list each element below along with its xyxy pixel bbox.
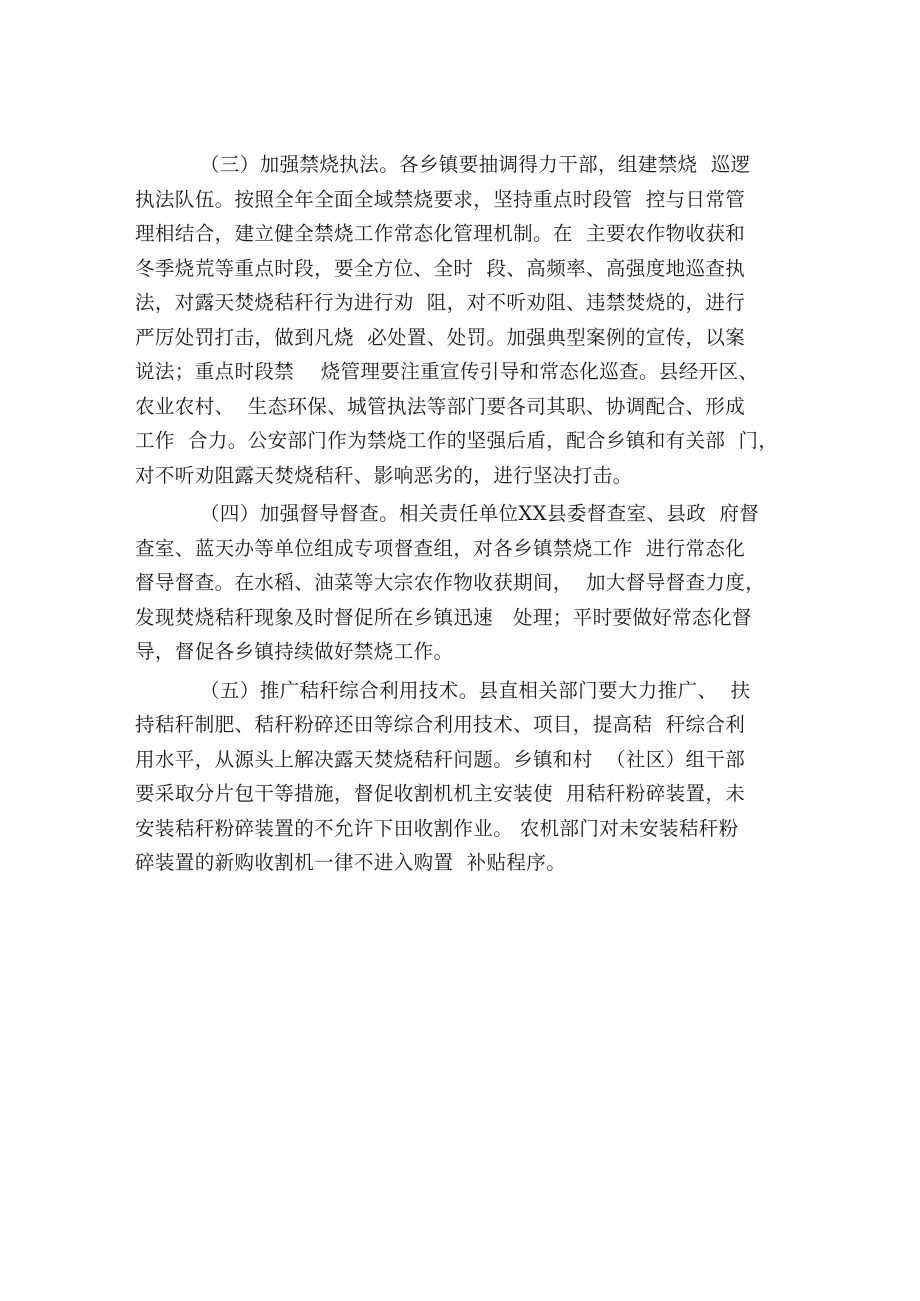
- text-line: 对不听劝阻露天焚烧秸秆、影响恶劣的，进行坚决打击。: [135, 463, 633, 487]
- text-line: 说法；重点时段禁 烧管理要注重宣传引导和常态化巡查。县经开区、: [135, 360, 759, 383]
- text-line: 持秸秆制肥、秸秆粉碎还田等综合利用技术、项目，提高秸 秆综合利: [135, 713, 746, 736]
- text-line: 发现焚烧秸秆现象及时督促所在乡镇迅速 处理；平时要做好常态化督: [135, 605, 752, 629]
- text-line: （五）推广秸秆综合利用技术。县直相关部门要大力推广、 扶: [200, 678, 751, 702]
- text-line: 查室、蓝天办等单位组成专项督查组，对各乡镇禁烧工作 进行常态化: [135, 536, 746, 560]
- text-line: （四）加强督导督查。相关责任单位XX县委督查室、县政 府督: [200, 502, 760, 525]
- text-line: 理相结合，建立健全禁烧工作常态化管理机制。在 主要农作物收获和: [135, 222, 746, 245]
- text-line: 碎装置的新购收割机一律不进入购置 补贴程序。: [135, 851, 567, 874]
- text-line: 执法队伍。按照全年全面全域禁烧要求，坚持重点时段管 控与日常管: [135, 187, 746, 211]
- text-line: 要采取分片包干等措施，督促收割机机主安装使 用秸秆粉碎装置，未: [135, 782, 746, 805]
- text-line: 导，督促各乡镇持续做好禁烧工作。: [135, 640, 454, 663]
- paragraph-supervision: [135, 497, 790, 670]
- text-line: 严厉处罚打击，做到凡烧 必处置、处罚。加强典型案例的宣传，以案: [135, 325, 746, 349]
- text-line: 安装秸秆粉碎装置的不允许下田收割作业。 农机部门对未安装秸秆粉: [135, 816, 739, 840]
- text-line: 冬季烧荒等重点时段，要全方位、全时 段、高频率、高强度地巡查执: [135, 256, 746, 280]
- text-line: 农业农村、 生态环保、城管执法等部门要各司其职、协调配合、形成: [135, 394, 746, 418]
- document-body: [135, 148, 790, 881]
- paragraph-enforcement: [135, 148, 790, 493]
- text-line: （三）加强禁烧执法。各乡镇要抽调得力干部，组建禁烧 巡逻: [200, 153, 751, 176]
- text-line: 督导督查。在水稻、油菜等大宗农作物收获期间， 加大督导督查力度，: [135, 571, 766, 594]
- paragraph-straw-utilization: [135, 674, 790, 881]
- text-line: 用水平，从源头上解决露天焚烧秸秆问题。乡镇和村 （社区）组干部: [135, 747, 746, 771]
- text-line: 工作 合力。公安部门作为禁烧工作的坚强后盾，配合乡镇和有关部 门，: [135, 429, 779, 452]
- text-line: 法，对露天焚烧秸秆行为进行劝 阻，对不听劝阻、违禁焚烧的，进行: [135, 291, 746, 314]
